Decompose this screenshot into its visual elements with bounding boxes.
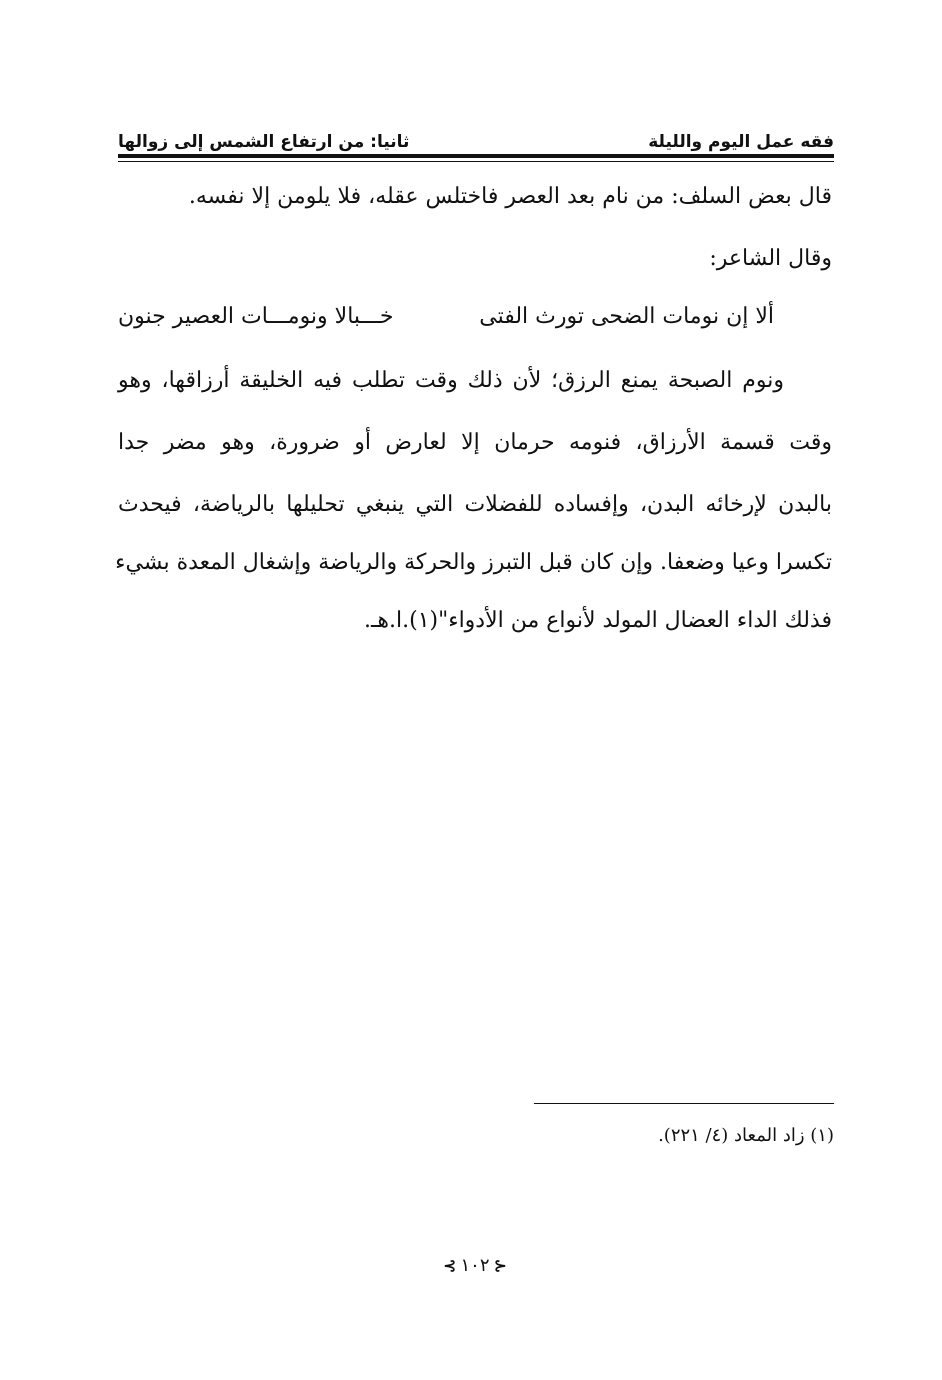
page-number-value: ١٠٢ (460, 1254, 490, 1276)
text-line-5: بالبدن لإرخائه البدن، وإفساده للفضلات التي ينبغي تحليلها بالرياضة، فيحدث (118, 492, 832, 517)
ornament-left-icon: ⊰ (443, 1255, 457, 1275)
text-line-6: تكسرا وعيا وضعفا. وإن كان قبل التبرز والحركة والرياضة وإشغال المعدة بشيء (115, 550, 832, 575)
text-line-4: وقت قسمة الأرزاق، فنومه حرمان إلا لعارض أو ضرورة، وهو مضر جدا (118, 430, 832, 455)
text-line-1: قال بعض السلف: من نام بعد العصر فاختلس عقله، فلا يلومن إلا نفسه. (188, 184, 832, 209)
footnote: (١) زاد المعاد (٤/ ٢٢١). (658, 1125, 834, 1146)
running-header (118, 122, 834, 152)
text-line-7: فذلك الداء العضال المولد لأنواع من الأدواء"(١).ا.هـ. (363, 608, 832, 633)
header-rule-thin (118, 161, 834, 162)
header-rule-thick (118, 154, 834, 158)
poetry-verse (118, 304, 774, 334)
book-title: فقه عمل اليوم والليلة (648, 132, 834, 152)
ornament-right-icon: ⊱ (493, 1255, 507, 1275)
page-number (425, 1250, 525, 1280)
footnote-rule (534, 1103, 834, 1104)
verse-second-hemistich: خـــبالا ونومـــات العصير جنون (118, 304, 394, 329)
section-title: ثانيا: من ارتفاع الشمس إلى زوالها (118, 132, 410, 152)
text-line-3: ونوم الصبحة يمنع الرزق؛ لأن ذلك وقت تطلب فيه الخليقة أرزاقها، وهو (118, 368, 784, 393)
text-line-2: وقال الشاعر: (709, 246, 832, 271)
verse-first-hemistich: ألا إن نومات الضحى تورث الفتى (479, 304, 774, 329)
